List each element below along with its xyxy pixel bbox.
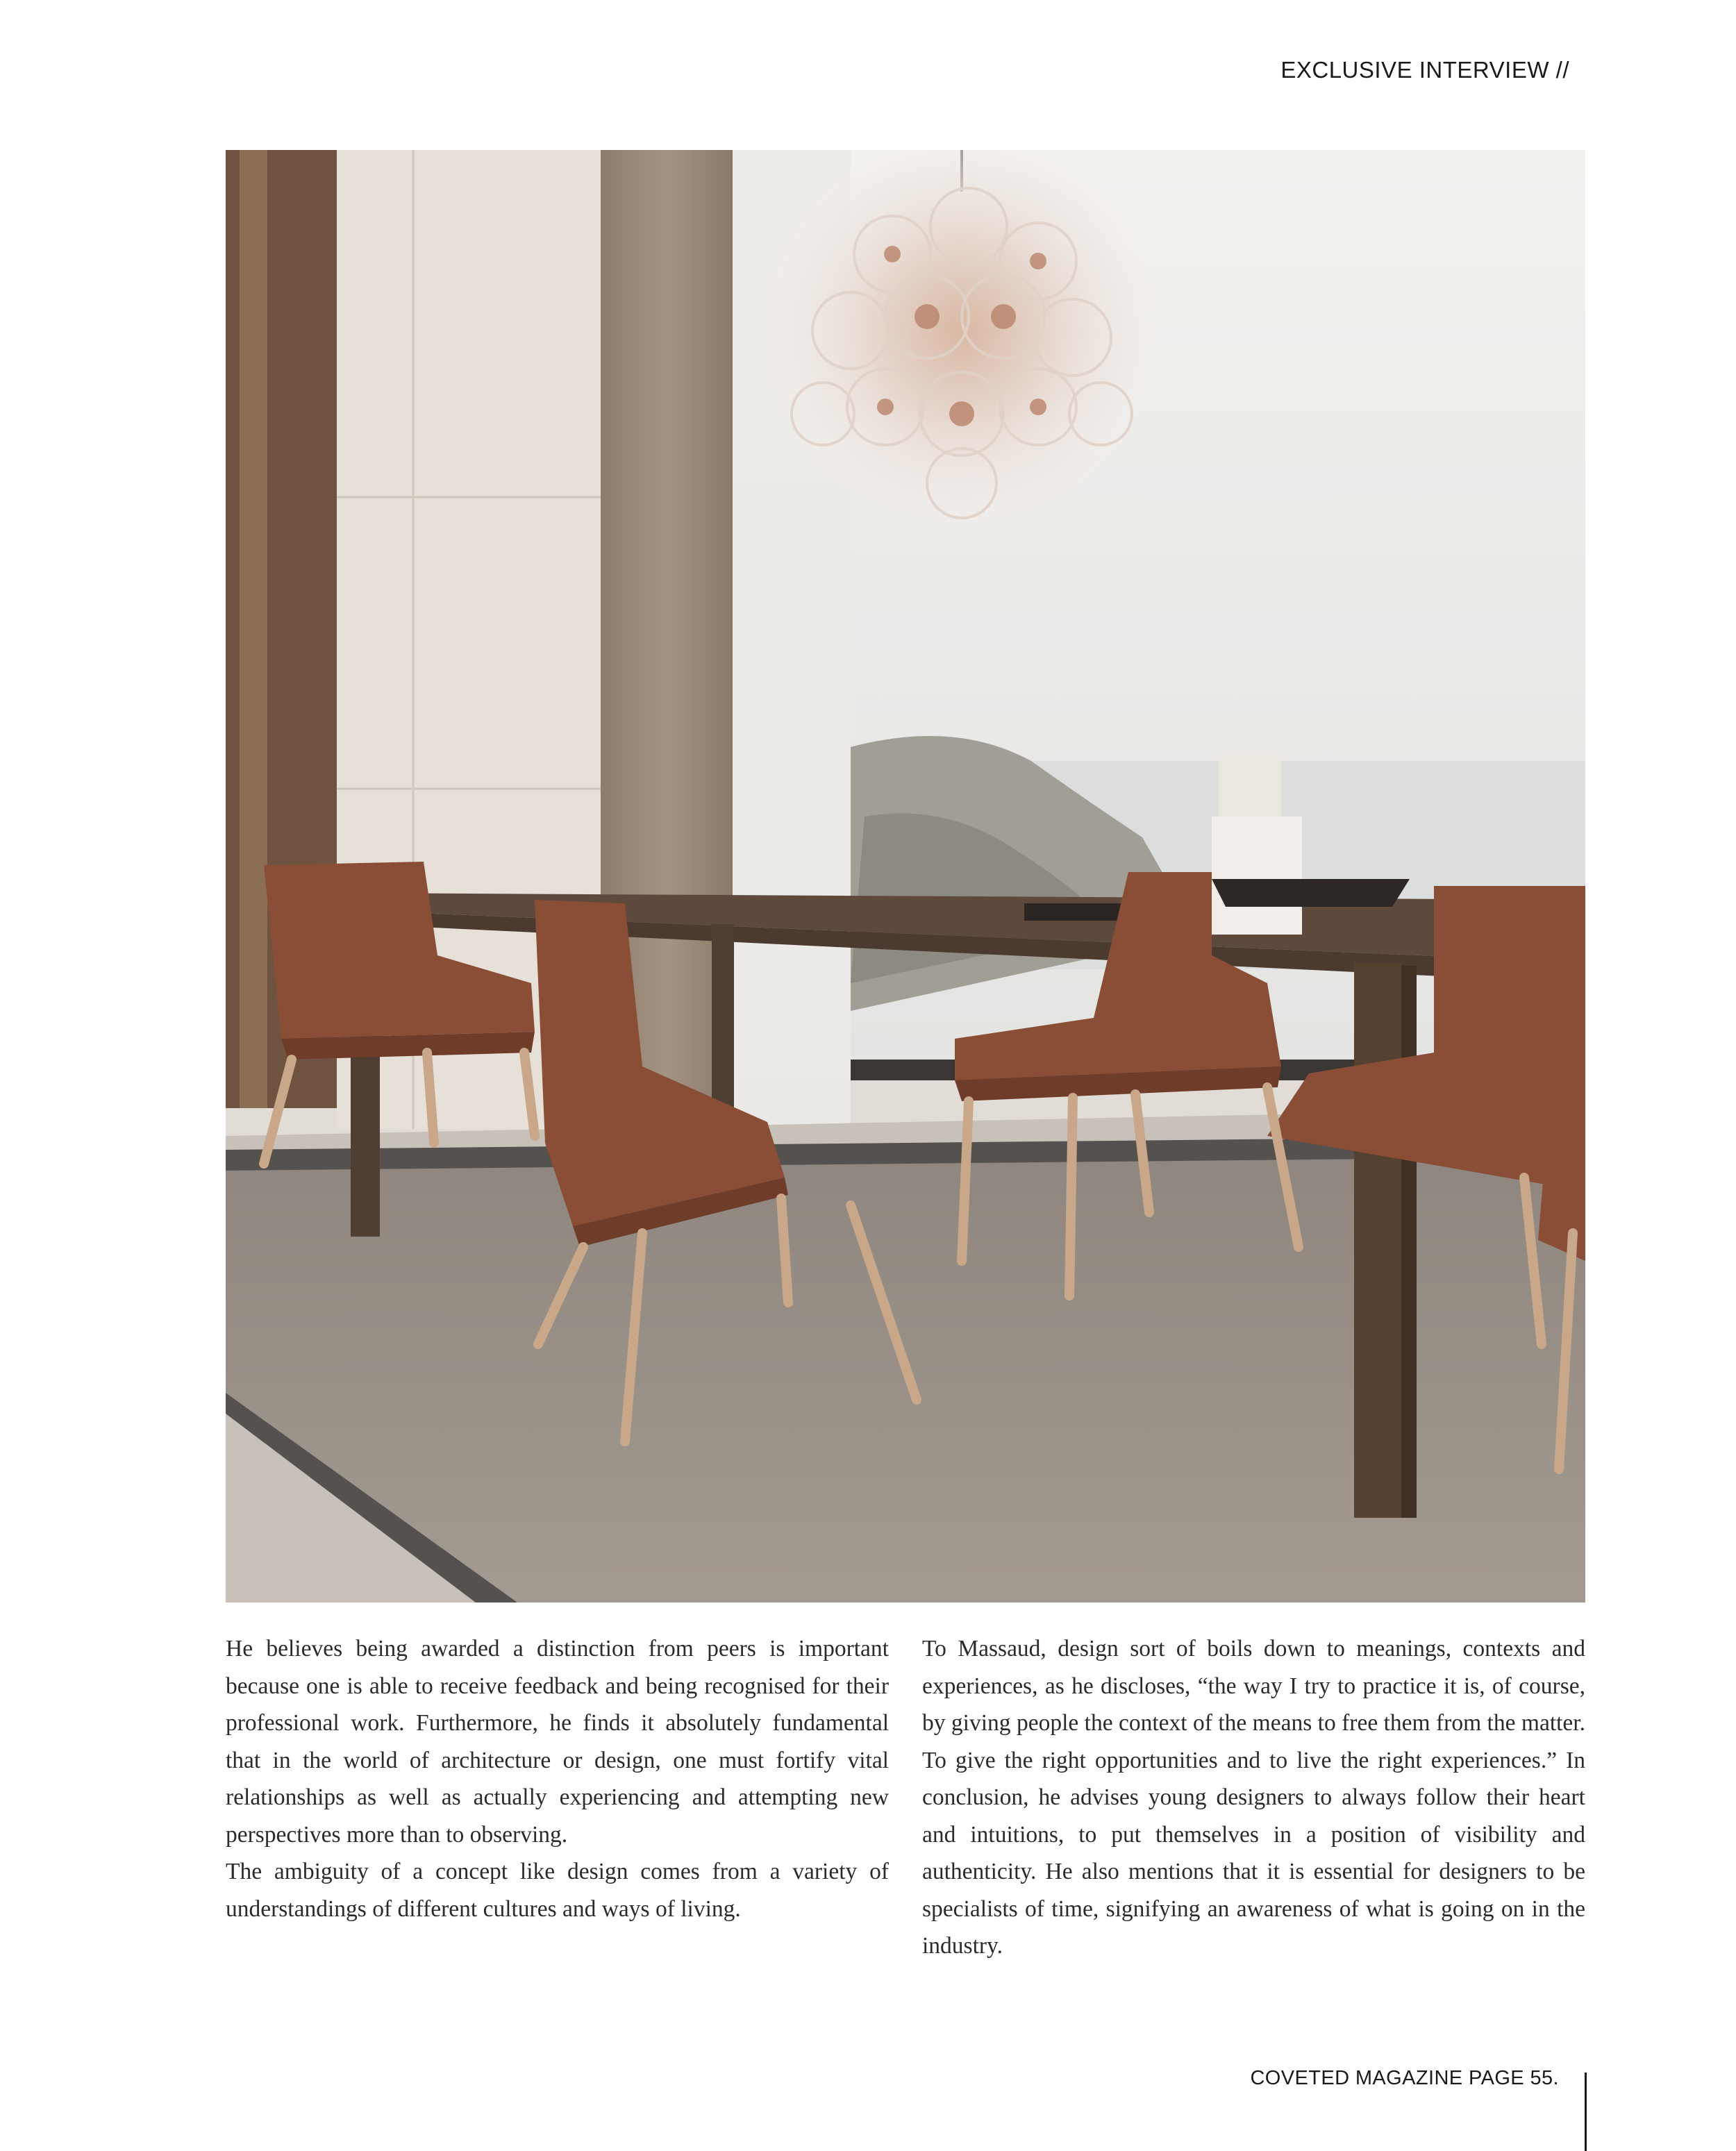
article-paragraph: The ambiguity of a concept like design comes from a variety of understandings of different cultures and ways of living.	[226, 1859, 889, 1922]
article-right-column	[922, 1630, 1585, 1965]
dining-room-photo	[226, 150, 1585, 1602]
article-left-column	[226, 1630, 889, 1927]
section-label: EXCLUSIVE INTERVIEW //	[1280, 57, 1569, 83]
page-number-label: COVETED MAGAZINE PAGE 55.	[1250, 2067, 1559, 2089]
article-paragraph: He believes being awarded a distinction from peers is important because one is able to receive feedback and being recognised for their professional work. Furthermore, he finds it absolutely fundamental that in the world of architecture or design, one must fortify vital relationships as well as actually experiencing and attempting new perspectives more than to observing.	[226, 1636, 889, 1848]
footer-divider	[1585, 2073, 1587, 2151]
article-paragraph: To Massaud, design sort of boils down to meanings, contexts and experiences, as he discloses, “the way I try to practice it is, of course, by giving people the context of the means to free them from the matter. To give the right opportunities and to live the right experiences.” In conclusion, he advises young designers to always follow their heart and intuitions, to put themselves in a position of visibility and authenticity. He also mentions that it is essential for designers to be specialists of time, signifying an awareness of what is going on in the industry.	[922, 1636, 1585, 1959]
